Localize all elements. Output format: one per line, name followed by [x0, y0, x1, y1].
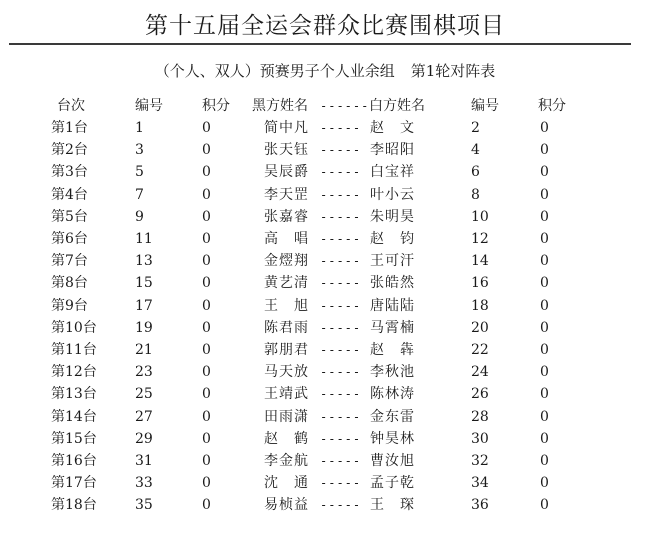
table-cell-white-points: 0	[540, 275, 549, 292]
table-cell-table: 第15台	[51, 430, 97, 447]
table-cell-white-number: 30	[471, 430, 489, 447]
table-cell-white-name: 唐陆陆	[370, 297, 415, 314]
table-row	[0, 273, 650, 293]
table-cell-white-name: 赵 钧	[370, 231, 415, 247]
table-cell-black-points: 0	[202, 497, 211, 514]
table-cell-white-number: 24	[471, 364, 489, 381]
table-cell-black-number: 21	[135, 342, 153, 358]
table-cell-black-number: 7	[135, 186, 144, 203]
table-cell-black-points: 0	[202, 231, 211, 247]
table-cell-black-number: 9	[135, 208, 144, 225]
table-cell-white-points: 0	[540, 142, 549, 159]
table-cell-black-name: 张天钰	[264, 142, 309, 159]
table-cell-vs: -----	[320, 343, 362, 357]
table-cell-white-name: 朱明昊	[370, 208, 415, 225]
table-cell-black-points: 0	[202, 275, 211, 292]
table-cell-white-points: 0	[540, 430, 549, 447]
table-cell-white-number: 26	[471, 386, 489, 403]
table-cell-black-name: 王靖武	[264, 386, 309, 403]
table-cell-white-points: 0	[540, 497, 549, 514]
table-cell-black-name: 李天罡	[264, 186, 309, 203]
table-cell-black-number: 27	[135, 408, 153, 425]
table-cell-white-number: 22	[471, 342, 489, 358]
table-row	[0, 251, 650, 271]
table-cell-white-number: 8	[471, 186, 480, 203]
table-cell-white-points: 0	[540, 364, 549, 381]
table-cell-white-points: 0	[540, 342, 549, 358]
header-white-number: 编号	[471, 98, 499, 114]
table-cell-white-points: 0	[540, 231, 549, 247]
table-cell-white-number: 18	[471, 297, 489, 314]
table-cell-black-name: 金熤翔	[264, 253, 309, 270]
table-cell-black-points: 0	[202, 386, 211, 403]
table-cell-vs: -----	[320, 409, 362, 424]
table-cell-black-name: 高 唱	[264, 231, 309, 247]
table-cell-white-name: 王 琛	[370, 497, 415, 514]
header-vs: ------	[320, 99, 370, 113]
table-cell-black-number: 5	[135, 164, 144, 181]
table-cell-vs: -----	[320, 454, 362, 468]
table-cell-black-points: 0	[202, 120, 211, 136]
table-cell-vs: -----	[320, 476, 362, 491]
table-cell-black-name: 陈君雨	[264, 319, 309, 336]
table-cell-black-name: 李金航	[264, 453, 309, 469]
table-cell-white-name: 钟昊林	[370, 430, 415, 447]
table-cell-black-points: 0	[202, 453, 211, 469]
header-black-number: 编号	[135, 98, 163, 114]
table-cell-white-points: 0	[540, 186, 549, 203]
table-cell-vs: -----	[320, 232, 362, 246]
round-label: 第1轮对阵表	[410, 62, 496, 80]
table-cell-black-points: 0	[202, 475, 211, 492]
table-cell-white-name: 马霄楠	[370, 319, 415, 336]
table-cell-black-points: 0	[202, 186, 211, 203]
header-white-points: 积分	[538, 98, 566, 114]
table-cell-black-number: 23	[135, 364, 153, 381]
table-cell-vs: -----	[320, 187, 362, 202]
table-cell-black-name: 简中凡	[264, 120, 309, 136]
table-cell-white-number: 10	[471, 208, 489, 225]
table-row	[0, 451, 650, 471]
table-cell-black-number: 33	[135, 475, 153, 492]
table-cell-vs: -----	[320, 498, 362, 513]
table-row	[0, 318, 650, 338]
table-row	[0, 407, 650, 427]
table-cell-black-number: 29	[135, 430, 153, 447]
table-cell-white-number: 32	[471, 453, 489, 469]
table-cell-white-points: 0	[540, 386, 549, 403]
table-cell-black-number: 13	[135, 253, 153, 270]
table-cell-table: 第16台	[51, 453, 97, 469]
table-row	[0, 296, 650, 316]
table-cell-white-name: 陈林涛	[370, 386, 415, 403]
table-row	[0, 185, 650, 205]
table-cell-black-points: 0	[202, 364, 211, 381]
table-row	[0, 495, 650, 515]
table-cell-white-name: 李昭阳	[370, 142, 415, 159]
table-cell-white-name: 孟子乾	[370, 475, 415, 492]
table-cell-black-name: 马天放	[264, 364, 309, 381]
title-divider	[9, 43, 631, 45]
table-cell-black-number: 19	[135, 319, 153, 336]
table-cell-table: 第8台	[51, 275, 88, 292]
table-cell-white-points: 0	[540, 297, 549, 314]
table-cell-black-number: 11	[135, 231, 153, 247]
table-cell-white-points: 0	[540, 408, 549, 425]
table-row	[0, 340, 650, 360]
table-cell-black-name: 田雨潇	[264, 408, 309, 425]
table-cell-black-name: 易桢益	[264, 497, 309, 514]
group-label: （个人、双人）预赛男子个人业余组	[154, 62, 395, 80]
table-cell-black-number: 17	[135, 297, 153, 314]
table-cell-white-number: 16	[471, 275, 489, 292]
table-cell-black-number: 35	[135, 497, 153, 514]
table-cell-black-points: 0	[202, 430, 211, 447]
table-row	[0, 118, 650, 138]
table-cell-table: 第3台	[51, 164, 88, 181]
table-cell-black-name: 黄艺清	[264, 275, 309, 292]
table-cell-black-name: 赵 鹤	[264, 430, 309, 447]
table-cell-black-name: 沈 通	[264, 475, 309, 492]
header-black-name: 黑方姓名	[252, 98, 308, 114]
table-cell-white-points: 0	[540, 253, 549, 270]
header-table: 台次	[57, 98, 85, 114]
table-cell-white-name: 赵 犇	[370, 342, 415, 358]
table-cell-white-name: 叶小云	[370, 186, 415, 203]
table-cell-white-name: 李秋池	[370, 364, 415, 381]
table-cell-table: 第12台	[51, 364, 97, 381]
table-cell-table: 第7台	[51, 253, 88, 270]
table-cell-white-name: 王可汗	[370, 253, 415, 270]
table-cell-white-points: 0	[540, 120, 549, 136]
table-cell-white-name: 赵 文	[370, 120, 415, 136]
table-row	[0, 473, 650, 493]
table-header	[0, 96, 650, 116]
table-cell-black-points: 0	[202, 253, 211, 270]
table-cell-table: 第14台	[51, 408, 97, 425]
table-cell-vs: -----	[320, 276, 362, 291]
table-cell-white-number: 36	[471, 497, 489, 514]
table-cell-table: 第2台	[51, 142, 88, 159]
table-cell-white-points: 0	[540, 453, 549, 469]
table-cell-table: 第1台	[51, 120, 88, 136]
table-cell-black-points: 0	[202, 319, 211, 336]
subtitle	[0, 60, 650, 81]
table-cell-white-number: 28	[471, 408, 489, 425]
table-cell-vs: -----	[320, 254, 362, 269]
table-cell-black-name: 郭朋君	[264, 342, 309, 358]
table-cell-black-number: 15	[135, 275, 153, 292]
page-title: 第十五届全运会群众比赛围棋项目	[145, 13, 505, 39]
table-cell-table: 第10台	[51, 319, 97, 336]
table-row	[0, 229, 650, 249]
table-cell-vs: -----	[320, 365, 362, 380]
table-cell-black-number: 1	[135, 120, 144, 136]
table-cell-table: 第18台	[51, 497, 97, 514]
header-white-name: 白方姓名	[369, 98, 425, 114]
table-cell-white-name: 张皓然	[370, 275, 415, 292]
table-cell-black-number: 25	[135, 386, 153, 403]
table-cell-white-number: 2	[471, 120, 480, 136]
table-cell-table: 第5台	[51, 208, 88, 225]
table-row	[0, 140, 650, 160]
table-cell-white-points: 0	[540, 475, 549, 492]
table-cell-black-number: 3	[135, 142, 144, 159]
table-cell-black-points: 0	[202, 297, 211, 314]
table-cell-black-points: 0	[202, 342, 211, 358]
table-cell-white-points: 0	[540, 319, 549, 336]
table-cell-white-number: 14	[471, 253, 489, 270]
table-cell-white-name: 金东雷	[370, 408, 415, 425]
table-cell-table: 第9台	[51, 297, 88, 314]
table-cell-black-points: 0	[202, 208, 211, 225]
table-cell-table: 第13台	[51, 386, 97, 403]
table-cell-vs: -----	[320, 387, 362, 402]
table-cell-white-number: 6	[471, 164, 480, 181]
header-black-points: 积分	[202, 98, 230, 114]
table-cell-white-points: 0	[540, 164, 549, 181]
table-cell-table: 第17台	[51, 475, 97, 492]
table-row	[0, 384, 650, 404]
table-cell-table: 第11台	[51, 342, 97, 358]
table-cell-white-number: 20	[471, 319, 489, 336]
table-cell-white-name: 曹汝旭	[370, 453, 415, 469]
table-row	[0, 429, 650, 449]
table-cell-vs: -----	[320, 121, 362, 135]
table-cell-vs: -----	[320, 298, 362, 313]
table-row	[0, 162, 650, 182]
table-cell-black-points: 0	[202, 142, 211, 159]
table-cell-vs: -----	[320, 165, 362, 180]
table-cell-white-number: 34	[471, 475, 489, 492]
table-cell-black-name: 王 旭	[264, 297, 309, 314]
table-cell-white-points: 0	[540, 208, 549, 225]
table-cell-vs: -----	[320, 143, 362, 158]
table-cell-vs: -----	[320, 209, 362, 224]
table-cell-black-points: 0	[202, 408, 211, 425]
table-cell-black-name: 张嘉睿	[264, 208, 309, 225]
table-cell-table: 第4台	[51, 186, 88, 203]
table-cell-black-number: 31	[135, 453, 153, 469]
table-cell-vs: -----	[320, 320, 362, 335]
table-cell-white-number: 4	[471, 142, 480, 159]
table-cell-black-points: 0	[202, 164, 211, 181]
table-cell-vs: -----	[320, 431, 362, 446]
table-row	[0, 207, 650, 227]
table-cell-white-number: 12	[471, 231, 489, 247]
table-cell-black-name: 吴辰爵	[264, 164, 309, 181]
table-cell-table: 第6台	[51, 231, 88, 247]
table-row	[0, 362, 650, 382]
table-cell-white-name: 白宝祥	[370, 164, 415, 181]
